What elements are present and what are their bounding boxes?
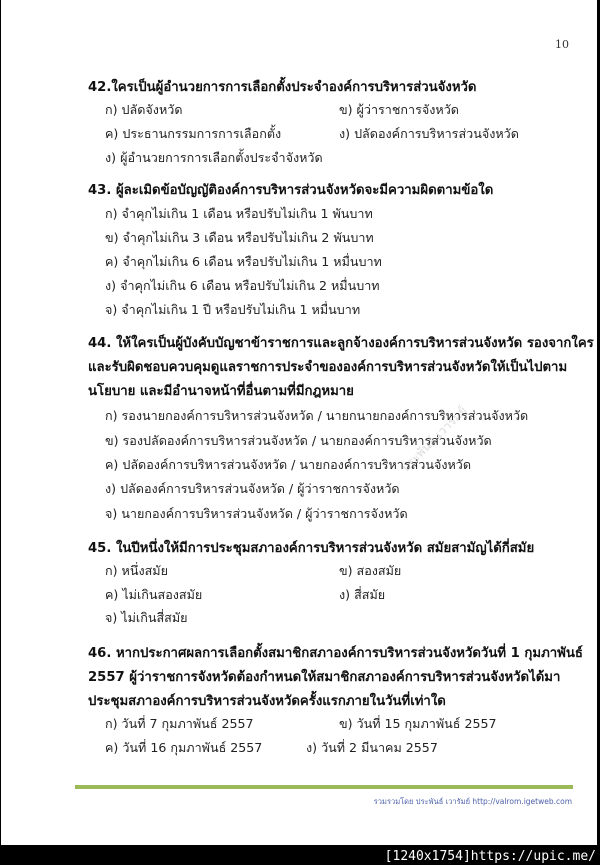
option: จ) จำคุกไม่เกิน 1 ปี หรือปรับไม่เกิน 1 หมื่นบาท: [105, 302, 361, 317]
question-44-line: และรับผิดชอบควบคุมดูแลราชการประจำขององค์การบริหารส่วนจังหวัดให้เป็นไปตาม: [88, 360, 568, 375]
question-42: 42.ใครเป็นผู้อำนวยการการเลือกตั้งประจำองค์การบริหารส่วนจังหวัด: [88, 80, 477, 95]
option: ค) ประธานกรรมการการเลือกตั้ง: [105, 126, 282, 141]
option: ง) ผู้อำนวยการการเลือกตั้งประจำจังหวัด: [105, 150, 323, 165]
image-stamp: [1240x1754]https://upic.me/: [384, 849, 596, 864]
option: ง) จำคุกไม่เกิน 6 เดือน หรือปรับไม่เกิน 2 หมื่นบาท: [105, 278, 380, 293]
document-page: [1, 0, 597, 845]
option: ก) วันที่ 7 กุมภาพันธ์ 2557: [105, 716, 254, 731]
option: จ) นายกองค์การบริหารส่วนจังหวัด / ผู้ว่าราชการจังหวัด: [105, 506, 408, 521]
option: ก) รองนายกองค์การบริหารส่วนจังหวัด / นายกนายกองค์การบริหารส่วนจังหวัด: [105, 408, 529, 423]
option: ง) ปลัดองค์การบริหารส่วนจังหวัด: [339, 126, 519, 141]
option: จ) ไม่เกินสี่สมัย: [105, 610, 188, 625]
footer-credit: รวมรวมโดย ประพันธ์ เวารัมย์ http://valrom.igetweb.com: [373, 797, 572, 806]
question-46-line: ประชุมสภาองค์การบริหารส่วนจังหวัดครั้งแรกภายในวันที่เท่าใด: [88, 694, 446, 709]
option: ง) วันที่ 2 มีนาคม 2557: [306, 740, 438, 755]
watermark: ประพันธ์ เวารัมย์: [398, 403, 470, 475]
question-43: 43. ผู้ละเมิดข้อบัญญัติองค์การบริหารส่วนจังหวัดจะมีความผิดตามข้อใด: [88, 183, 494, 198]
option: ข) รองปลัดองค์การบริหารส่วนจังหวัด / นายกองค์การบริหารส่วนจังหวัด: [105, 433, 492, 448]
footer-rule: [75, 785, 573, 789]
option: ข) จำคุกไม่เกิน 3 เดือน หรือปรับไม่เกิน 2 พันบาท: [105, 230, 374, 245]
page-number: 10: [555, 38, 569, 51]
option: ก) หนึ่งสมัย: [105, 563, 168, 578]
option: ง) สี่สมัย: [339, 587, 386, 602]
option: ค) ไม่เกินสองสมัย: [105, 587, 203, 602]
question-44-line: นโยบาย และมีอำนาจหน้าที่อื่นตามที่มีกฎหมาย: [88, 384, 354, 399]
option: ง) ปลัดองค์การบริหารส่วนจังหวัด / ผู้ว่าราชการจังหวัด: [105, 481, 400, 496]
question-46-line: 2557 ผู้ว่าราชการจังหวัดต้องกำหนดให้สมาชิกสภาองค์การบริหารส่วนจังหวัดได้มา: [88, 670, 561, 685]
option: ค) จำคุกไม่เกิน 6 เดือน หรือปรับไม่เกิน 1 หมื่นบาท: [105, 254, 382, 269]
question-44-line: 44. ให้ใครเป็นผู้บังคับบัญชาข้าราชการและลูกจ้างองค์การบริหารส่วนจังหวัด รองจากใคร: [88, 336, 594, 351]
question-45: 45. ในปีหนึ่งให้มีการประชุมสภาองค์การบริหารส่วนจังหวัด สมัยสามัญได้กี่สมัย: [88, 541, 535, 556]
option: ข) สองสมัย: [339, 563, 402, 578]
option: ข) ผู้ว่าราชการจังหวัด: [339, 102, 459, 117]
option: ค) วันที่ 16 กุมภาพันธ์ 2557: [105, 740, 263, 755]
option: ค) ปลัดองค์การบริหารส่วนจังหวัด / นายกองค์การบริหารส่วนจังหวัด: [105, 457, 472, 472]
option: ก) จำคุกไม่เกิน 1 เดือน หรือปรับไม่เกิน 1 พันบาท: [105, 206, 373, 221]
question-46-line: 46. หากประกาศผลการเลือกตั้งสมาชิกสภาองค์การบริหารส่วนจังหวัดวันที่ 1 กุมภาพันธ์: [88, 646, 583, 661]
option: ก) ปลัดจังหวัด: [105, 102, 183, 117]
option: ข) วันที่ 15 กุมภาพันธ์ 2557: [339, 716, 497, 731]
